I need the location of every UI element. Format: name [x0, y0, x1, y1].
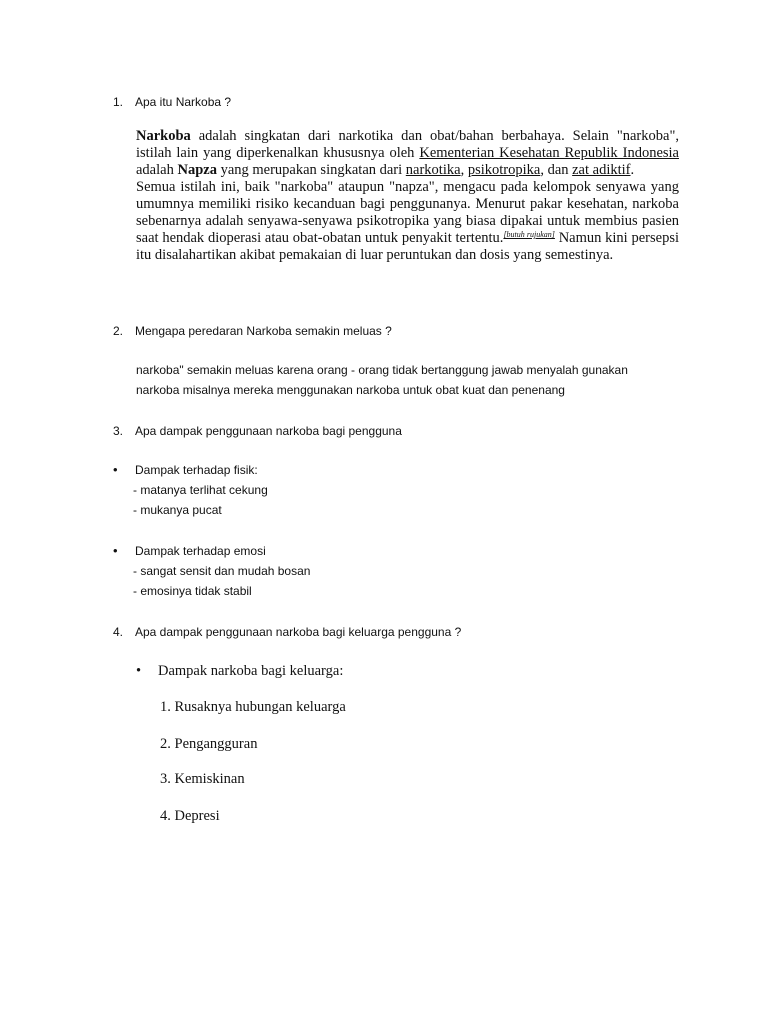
question-text: Apa dampak penggunaan narkoba bagi keluarga pengguna ?: [135, 625, 462, 639]
question-number: 1.: [113, 95, 124, 109]
answer-text: Namun kini persepsi itu disalahartikan akibat pemakaian di luar peruntukan dan dosis yang semestinya.: [136, 230, 679, 263]
question-number: 3.: [113, 424, 124, 438]
list-item: - mukanya pucat: [133, 503, 222, 517]
answer-2: [136, 360, 628, 400]
list-item: - sangat sensit dan mudah bosan: [133, 564, 311, 578]
physical-impact-title: Dampak terhadap fisik:: [135, 463, 258, 477]
question-3: [113, 424, 402, 438]
bullet-icon: •: [113, 543, 118, 558]
question-2: [113, 324, 392, 338]
family-impact-list: [136, 661, 343, 681]
answer-text: adalah singkatan dari narkotika dan obat/bahan berbahaya. Selain "narkoba", istilah lain yang diperkenalkan khususnya oleh: [136, 128, 679, 161]
term-narkoba: Narkoba: [136, 128, 191, 144]
answer-text: .: [630, 162, 635, 178]
family-impact-item: 1. Rusaknya hubungan keluarga: [160, 699, 346, 715]
question-4: [113, 625, 461, 639]
question-text: Apa dampak penggunaan narkoba bagi pengguna: [135, 424, 402, 438]
term-napza: Napza: [177, 162, 217, 178]
question-text: Mengapa peredaran Narkoba semakin meluas ?: [135, 324, 392, 338]
family-impact-item: 2. Pengangguran: [160, 736, 258, 752]
answer-text: , dan: [540, 162, 573, 178]
emotional-impact-list: [113, 541, 310, 601]
answer-text: adalah: [136, 162, 178, 178]
family-impact-title: Dampak narkoba bagi keluarga:: [158, 663, 344, 679]
citation-needed-link[interactable]: [butuh rujukan]: [503, 230, 555, 239]
link-zat-adiktif[interactable]: zat adiktif: [572, 162, 631, 178]
list-item: - emosinya tidak stabil: [133, 584, 252, 598]
list-item: - matanya terlihat cekung: [133, 483, 268, 497]
question-number: 4.: [113, 625, 124, 639]
question-text: Apa itu Narkoba ?: [135, 95, 232, 109]
physical-impact-list: [113, 460, 268, 520]
link-narkotika[interactable]: narkotika: [405, 162, 461, 178]
answer-2-line-2: narkoba misalnya mereka menggunakan narkoba untuk obat kuat dan penenang: [136, 383, 565, 397]
answer-text: yang merupakan singkatan dari: [216, 162, 406, 178]
family-impact-item: 3. Kemiskinan: [160, 771, 245, 787]
answer-1-paragraph-2: [136, 179, 679, 264]
bullet-icon: •: [136, 663, 142, 679]
link-psikotropika[interactable]: psikotropika: [467, 162, 541, 178]
answer-2-line-1: narkoba" semakin meluas karena orang - orang tidak bertanggung jawab menyalah gunakan: [136, 363, 628, 377]
answer-text: Semua istilah ini, baik "narkoba" ataupun "napza", mengacu pada kelompok senyawa yang umumnya memiliki risiko kecanduan bagi penggunanya. Menurut pakar kesehatan, narkoba sebenarnya adalah senyawa-senyawa psikotropika yang biasa dipakai untuk membius pasien saat hendak dioperasi atau obat-obatan untuk penyakit tertentu.: [136, 179, 679, 246]
emotional-impact-title: Dampak terhadap emosi: [135, 544, 266, 558]
answer-text: ,: [460, 162, 468, 178]
question-1: [113, 95, 231, 109]
family-impact-item: 4. Depresi: [160, 808, 220, 824]
answer-1-paragraph-1: [136, 128, 679, 179]
question-number: 2.: [113, 324, 124, 338]
link-kemenkes[interactable]: Kementerian Kesehatan Republik Indonesia: [419, 145, 679, 161]
bullet-icon: •: [113, 462, 118, 477]
answer-1: [136, 128, 679, 264]
